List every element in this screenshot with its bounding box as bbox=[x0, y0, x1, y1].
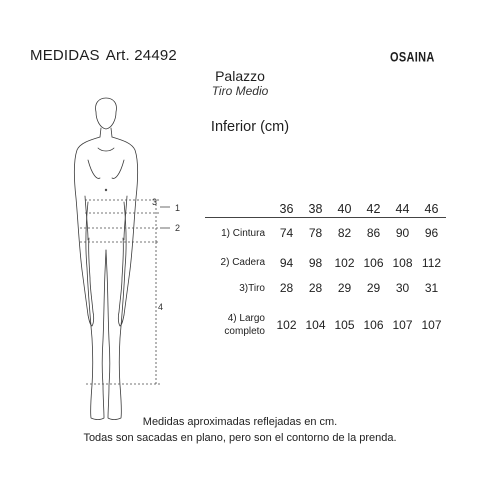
marker-1: 1 bbox=[175, 203, 181, 213]
measurement-table bbox=[205, 200, 446, 351]
marker-leaders bbox=[160, 207, 170, 228]
table-cell: 82 bbox=[337, 226, 352, 240]
table-cell: 104 bbox=[305, 318, 326, 332]
table-cell: 29 bbox=[366, 281, 381, 295]
size-36: 36 bbox=[279, 201, 294, 216]
table-cell: 78 bbox=[308, 226, 323, 240]
table-cell: 112 bbox=[421, 255, 442, 270]
table-cell: 29 bbox=[337, 281, 352, 295]
brand-logo: OSAINA bbox=[390, 50, 435, 65]
footer-note-units: Medidas aproximadas reflejadas en cm. bbox=[142, 416, 338, 428]
table-cell: 86 bbox=[366, 226, 381, 240]
size-40: 40 bbox=[337, 201, 352, 216]
product-subtitle: Tiro Medio bbox=[211, 84, 269, 98]
article-number: Art. 24492 bbox=[105, 47, 177, 64]
table-cell: 96 bbox=[424, 226, 439, 240]
table-cell: 106 bbox=[363, 255, 384, 270]
row-label-largo bbox=[205, 299, 272, 351]
size-44: 44 bbox=[395, 201, 410, 216]
table-cell: 94 bbox=[279, 255, 294, 270]
table-cell: 107 bbox=[392, 318, 413, 332]
table-cell: 90 bbox=[395, 226, 410, 240]
table-cell: 108 bbox=[392, 255, 413, 270]
size-42: 42 bbox=[366, 201, 381, 216]
body-outline bbox=[74, 98, 138, 420]
table-cell: 28 bbox=[279, 281, 294, 295]
title-text: MEDIDAS bbox=[30, 47, 100, 64]
measurement-guides bbox=[80, 200, 160, 384]
row-label-cadera: 2) Cadera bbox=[220, 257, 265, 268]
marker-3: 3 bbox=[152, 197, 158, 207]
marker-2: 2 bbox=[175, 223, 181, 233]
section-title: Inferior (cm) bbox=[210, 119, 290, 135]
table-cell: 102 bbox=[334, 255, 355, 270]
row-label-tiro: 3)Tiro bbox=[239, 282, 265, 294]
table-row bbox=[205, 248, 446, 277]
marker-4: 4 bbox=[158, 302, 164, 312]
size-header-row bbox=[205, 200, 446, 218]
table-cell: 105 bbox=[334, 318, 355, 332]
table-cell: 106 bbox=[363, 318, 384, 332]
row-label-cintura: 1) Cintura bbox=[221, 227, 265, 239]
table-row bbox=[205, 277, 446, 299]
table-cell: 31 bbox=[424, 281, 439, 295]
table-cell: 102 bbox=[276, 318, 297, 332]
row-label-line: 4) Largo bbox=[227, 313, 265, 324]
table-cell: 107 bbox=[421, 318, 442, 332]
footer-note-method: Todas son sacadas en plano, pero son el contorno de la prenda. bbox=[83, 432, 397, 444]
table-cell: 28 bbox=[308, 281, 323, 295]
table-row bbox=[205, 218, 446, 248]
size-38: 38 bbox=[308, 201, 323, 216]
table-row bbox=[205, 299, 446, 351]
size-46: 46 bbox=[424, 201, 439, 216]
product-name: Palazzo bbox=[215, 68, 265, 84]
table-cell: 98 bbox=[308, 255, 323, 270]
row-label-line: completo bbox=[224, 326, 265, 337]
table-cell: 30 bbox=[395, 281, 410, 295]
table-cell: 74 bbox=[279, 226, 294, 240]
